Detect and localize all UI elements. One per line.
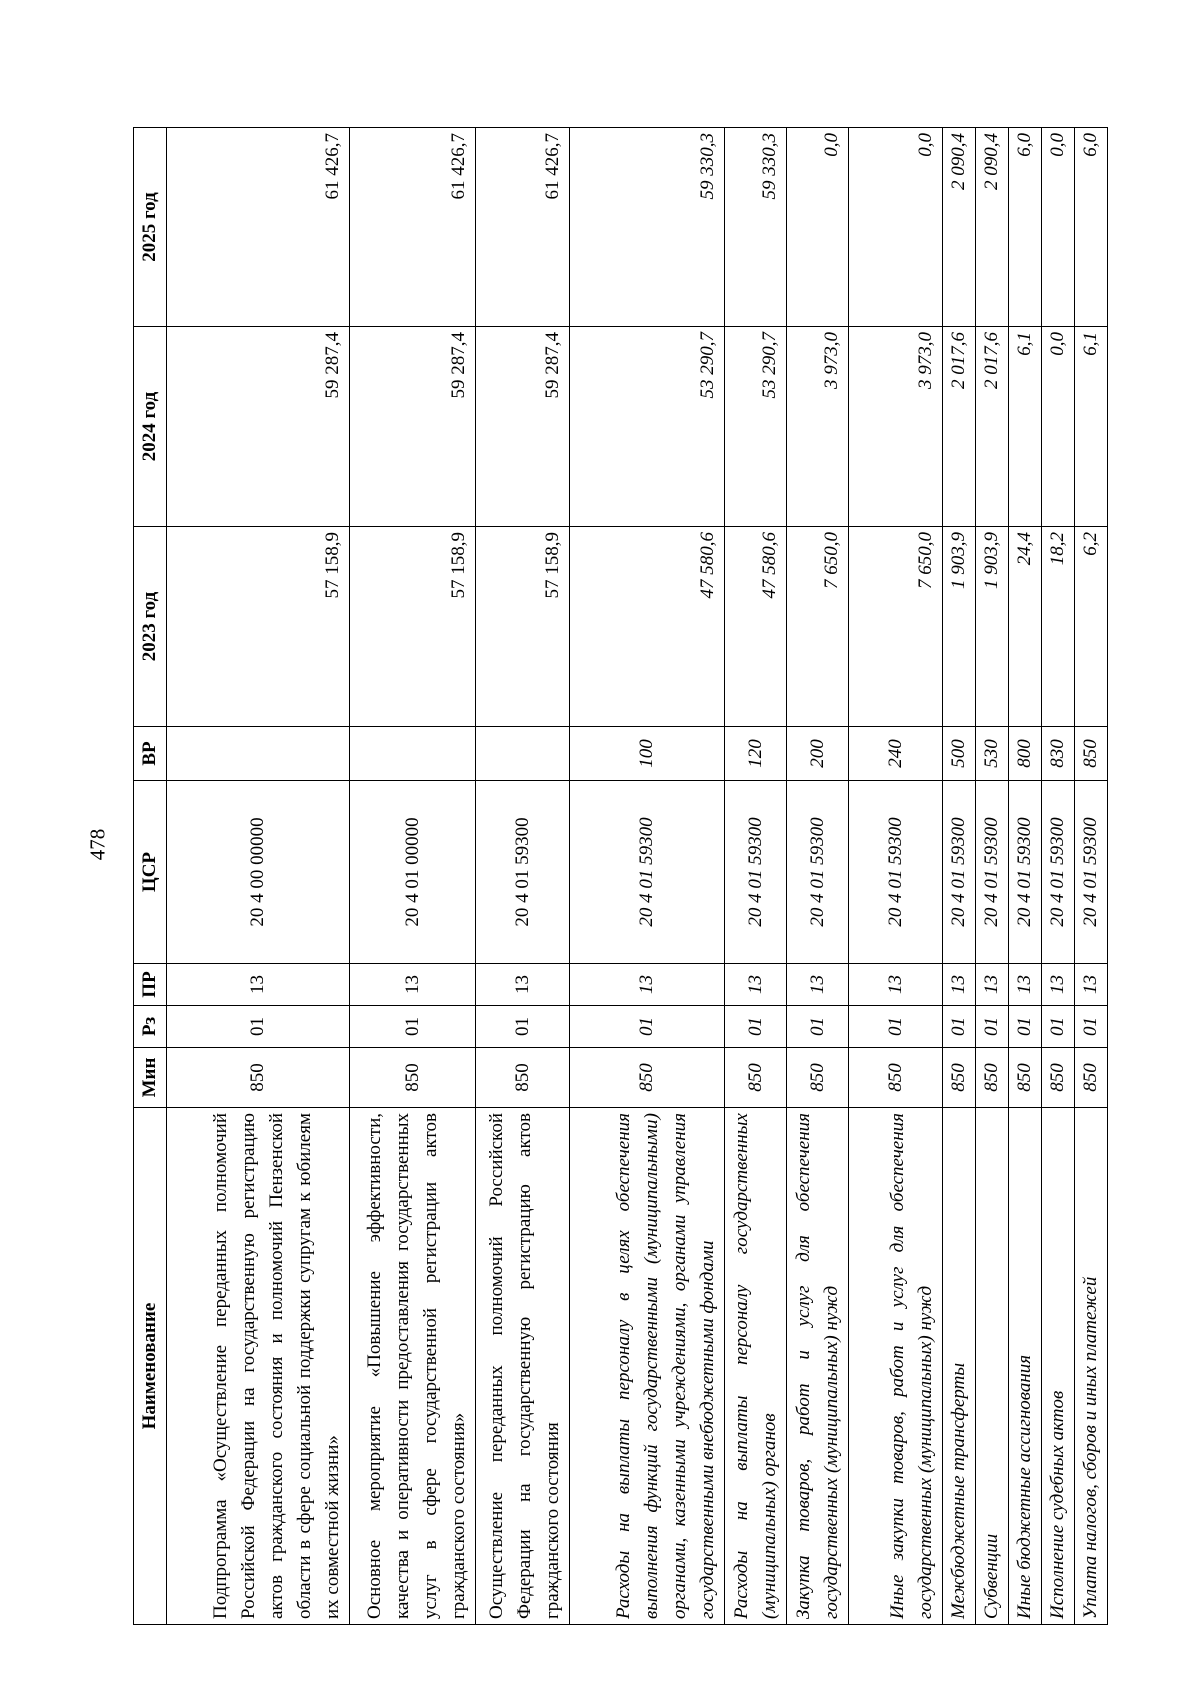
table-row (350, 128, 476, 1625)
row-2024: 3 973,0 (787, 327, 849, 527)
row-pr: 13 (476, 964, 570, 1006)
table-row (1042, 128, 1075, 1625)
row-vr: 240 (849, 727, 943, 781)
row-name: Иные закупки товаров, работ и услуг для обеспечения государственных (муниципальных) нужд (849, 1108, 943, 1625)
table-row (976, 128, 1009, 1625)
header-vr: ВР (134, 727, 167, 781)
row-2025: 61 426,7 (167, 128, 350, 327)
row-2024: 59 287,4 (350, 327, 476, 527)
header-pr: ПР (134, 964, 167, 1006)
row-csr: 20 4 01 59300 (849, 781, 943, 964)
row-rz: 01 (1075, 1006, 1108, 1048)
row-vr: 800 (1009, 727, 1042, 781)
row-vr: 100 (570, 727, 725, 781)
table-row (1075, 128, 1108, 1625)
row-min: 850 (167, 1048, 350, 1108)
row-name: Расходы на выплаты персоналу государственных (муниципальных) органов (725, 1108, 787, 1625)
row-vr: 530 (976, 727, 1009, 781)
row-min: 850 (943, 1048, 976, 1108)
header-name: Наименование (134, 1108, 167, 1625)
row-name: Осуществление переданных полномочий Российской Федерации на государственную регистрацию актов гражданского состояния (476, 1108, 570, 1625)
row-2025: 0,0 (1042, 128, 1075, 327)
budget-table (133, 127, 1108, 1625)
row-2024: 0,0 (1042, 327, 1075, 527)
row-rz: 01 (570, 1006, 725, 1048)
row-csr: 20 4 01 00000 (350, 781, 476, 964)
row-csr: 20 4 01 59300 (787, 781, 849, 964)
row-2025: 0,0 (849, 128, 943, 327)
row-name: Основное мероприятие «Повышение эффективности, качества и оперативности предоставления государственных услуг в сфере государственной регистрации актов гражданского состояния» (350, 1108, 476, 1625)
row-min: 850 (476, 1048, 570, 1108)
row-vr (476, 727, 570, 781)
row-csr: 20 4 01 59300 (976, 781, 1009, 964)
row-rz: 01 (787, 1006, 849, 1048)
row-pr: 13 (725, 964, 787, 1006)
row-2025: 2 090,4 (976, 128, 1009, 327)
row-name: Расходы на выплаты персоналу в целях обеспечения выполнения функций государственными (муниципальными) органами, казенными учреждениями, органами управления государственными внебюджетными фондами (570, 1108, 725, 1625)
row-rz: 01 (476, 1006, 570, 1048)
header-2025: 2025 год (134, 128, 167, 327)
row-name: Подпрограмма «Осуществление переданных полномочий Российской Федерации на государственную регистрацию актов гражданского состояния и полномочий Пензенской области в сфере социальной поддержки супругам к юбилеям их совместной жизни» (167, 1108, 350, 1625)
row-name: Субвенции (976, 1108, 1009, 1625)
row-2023: 57 158,9 (476, 527, 570, 727)
row-vr: 120 (725, 727, 787, 781)
table-row (476, 128, 570, 1625)
row-min: 850 (1009, 1048, 1042, 1108)
row-name: Уплата налогов, сборов и иных платежей (1075, 1108, 1108, 1625)
header-csr: ЦСР (134, 781, 167, 964)
header-min: Мин (134, 1048, 167, 1108)
row-pr: 13 (849, 964, 943, 1006)
row-rz: 01 (976, 1006, 1009, 1048)
row-2023: 47 580,6 (725, 527, 787, 727)
row-2023: 47 580,6 (570, 527, 725, 727)
row-2025: 2 090,4 (943, 128, 976, 327)
row-csr: 20 4 00 00000 (167, 781, 350, 964)
row-csr: 20 4 01 59300 (943, 781, 976, 964)
row-2025: 6,0 (1009, 128, 1042, 327)
row-min: 850 (787, 1048, 849, 1108)
row-2025: 61 426,7 (476, 128, 570, 327)
row-vr: 830 (1042, 727, 1075, 781)
row-2023: 1 903,9 (976, 527, 1009, 727)
row-min: 850 (725, 1048, 787, 1108)
row-2024: 2 017,6 (943, 327, 976, 527)
row-2024: 3 973,0 (849, 327, 943, 527)
row-vr: 850 (1075, 727, 1108, 781)
row-min: 850 (1042, 1048, 1075, 1108)
row-pr: 13 (1075, 964, 1108, 1006)
row-2023: 24,4 (1009, 527, 1042, 727)
row-2025: 0,0 (787, 128, 849, 327)
page-number: 478 (85, 828, 110, 861)
row-2024: 53 290,7 (570, 327, 725, 527)
row-2024: 6,1 (1009, 327, 1042, 527)
table-row (849, 128, 943, 1625)
table-row (570, 128, 725, 1625)
row-rz: 01 (943, 1006, 976, 1048)
row-csr: 20 4 01 59300 (1009, 781, 1042, 964)
row-2025: 61 426,7 (350, 128, 476, 327)
row-2023: 1 903,9 (943, 527, 976, 727)
row-rz: 01 (167, 1006, 350, 1048)
row-rz: 01 (1009, 1006, 1042, 1048)
row-name: Иные бюджетные ассигнования (1009, 1108, 1042, 1625)
row-rz: 01 (1042, 1006, 1075, 1048)
header-rz: Рз (134, 1006, 167, 1048)
table-row (167, 128, 350, 1625)
row-2024: 53 290,7 (725, 327, 787, 527)
row-csr: 20 4 01 59300 (476, 781, 570, 964)
row-csr: 20 4 01 59300 (1042, 781, 1075, 964)
row-2024: 6,1 (1075, 327, 1108, 527)
row-vr (350, 727, 476, 781)
row-2023: 7 650,0 (849, 527, 943, 727)
row-2023: 57 158,9 (167, 527, 350, 727)
table-row (725, 128, 787, 1625)
table-row (787, 128, 849, 1625)
row-2024: 2 017,6 (976, 327, 1009, 527)
row-2023: 6,2 (1075, 527, 1108, 727)
rotated-table-container (133, 128, 1101, 1625)
row-rz: 01 (849, 1006, 943, 1048)
row-name: Исполнение судебных актов (1042, 1108, 1075, 1625)
header-2024: 2024 год (134, 327, 167, 527)
row-2024: 59 287,4 (167, 327, 350, 527)
row-pr: 13 (570, 964, 725, 1006)
row-pr: 13 (1009, 964, 1042, 1006)
row-pr: 13 (1042, 964, 1075, 1006)
row-csr: 20 4 01 59300 (570, 781, 725, 964)
row-2023: 7 650,0 (787, 527, 849, 727)
row-2025: 59 330,3 (725, 128, 787, 327)
row-rz: 01 (725, 1006, 787, 1048)
table-row (1009, 128, 1042, 1625)
row-min: 850 (570, 1048, 725, 1108)
row-csr: 20 4 01 59300 (1075, 781, 1108, 964)
row-2025: 59 330,3 (570, 128, 725, 327)
row-csr: 20 4 01 59300 (725, 781, 787, 964)
row-min: 850 (1075, 1048, 1108, 1108)
row-2025: 6,0 (1075, 128, 1108, 327)
table-row (943, 128, 976, 1625)
row-vr (167, 727, 350, 781)
row-vr: 500 (943, 727, 976, 781)
row-pr: 13 (167, 964, 350, 1006)
row-pr: 13 (976, 964, 1009, 1006)
row-name: Межбюджетные трансферты (943, 1108, 976, 1625)
row-vr: 200 (787, 727, 849, 781)
row-name: Закупка товаров, работ и услуг для обеспечения государственных (муниципальных) нужд (787, 1108, 849, 1625)
row-min: 850 (849, 1048, 943, 1108)
row-min: 850 (976, 1048, 1009, 1108)
row-rz: 01 (350, 1006, 476, 1048)
row-min: 850 (350, 1048, 476, 1108)
row-pr: 13 (350, 964, 476, 1006)
row-2023: 18,2 (1042, 527, 1075, 727)
row-pr: 13 (943, 964, 976, 1006)
row-2023: 57 158,9 (350, 527, 476, 727)
row-pr: 13 (787, 964, 849, 1006)
row-2024: 59 287,4 (476, 327, 570, 527)
header-2023: 2023 год (134, 527, 167, 727)
